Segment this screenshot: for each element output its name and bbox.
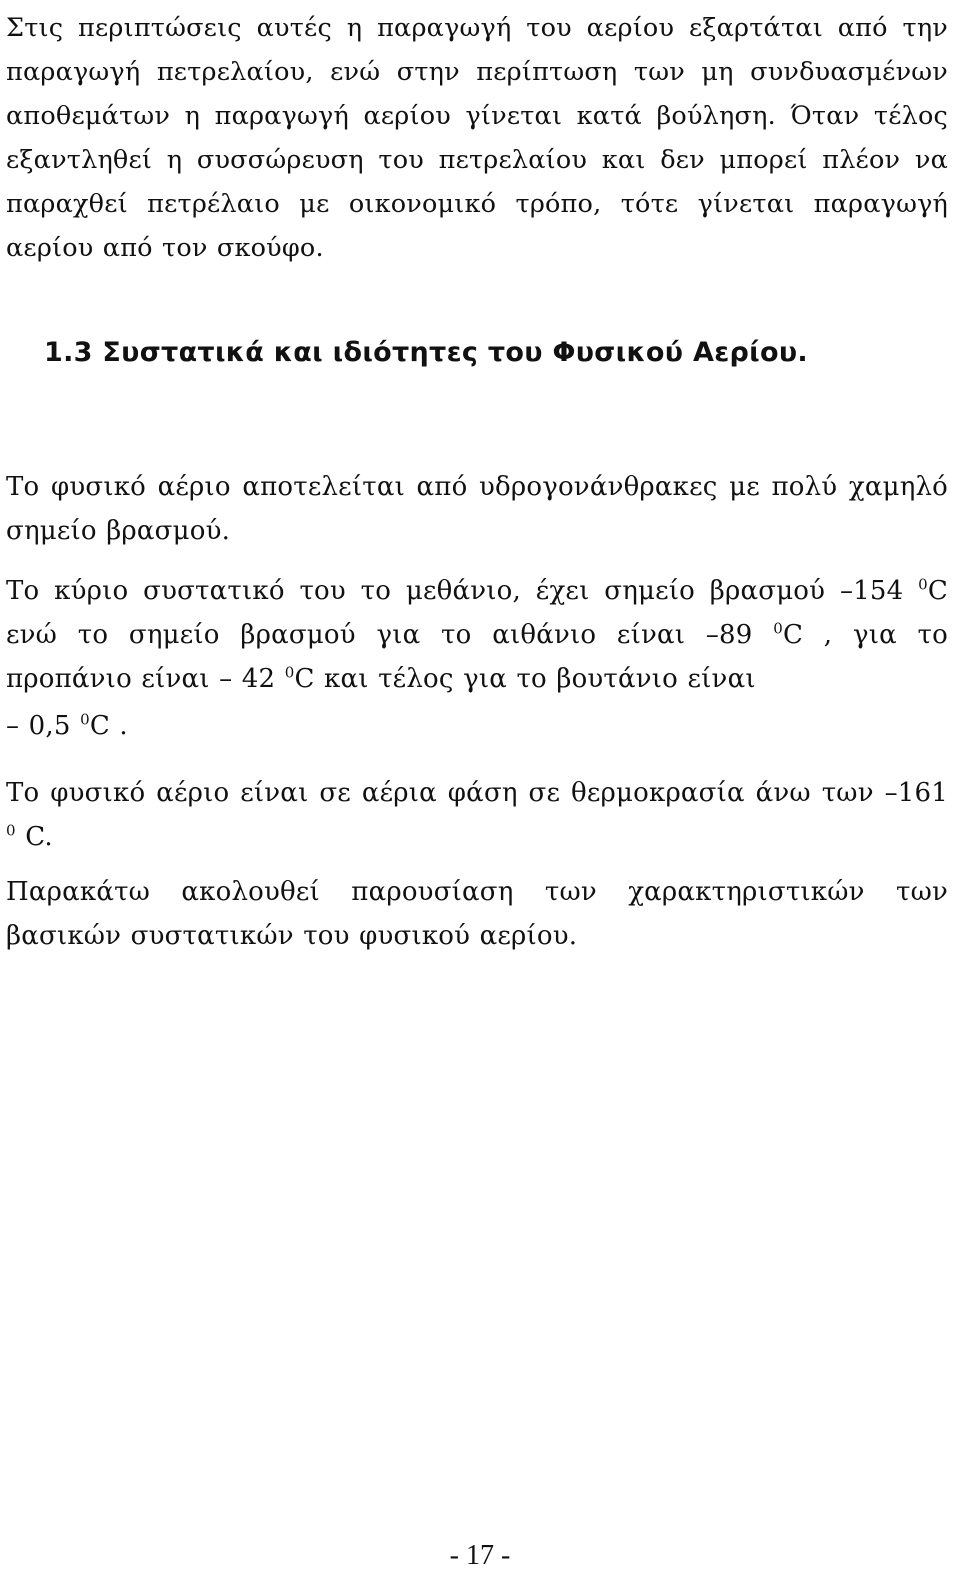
gas-phase-paragraph bbox=[6, 771, 948, 859]
composition-paragraph: Το φυσικό αέριο αποτελείται από υδρογονάνθρακες με πολύ χαμηλό σημείο βρασμού. bbox=[6, 472, 948, 546]
degree-superscript: 0 bbox=[773, 619, 783, 638]
methane-text-3: C , για το προπάνιο είναι – 42 bbox=[6, 620, 948, 694]
butane-text-1: – 0,5 bbox=[6, 711, 81, 741]
methane-text-2: C ενώ το σημείο βρασμού για το αιθάνιο είναι –89 bbox=[6, 576, 948, 650]
methane-text-1: Το κύριο συστατικό του το μεθάνιο, έχει σημείο βρασμού –154 bbox=[6, 576, 919, 606]
methane-paragraph bbox=[6, 569, 948, 701]
gas-phase-text-1: Το φυσικό αέριο είναι σε αέρια φάση σε θερμοκρασία άνω των –161 bbox=[6, 778, 948, 808]
methane-text-4: C και τέλος για το βουτάνιο είναι bbox=[294, 664, 756, 694]
butane-text-2: C . bbox=[89, 711, 128, 741]
document-page bbox=[6, 6, 948, 951]
intro-paragraph: Στις περιπτώσεις αυτές η παραγωγή του αερίου εξαρτάται από την παραγωγή πετρελαίου, ενώ στην περίπτωση των μη συνδυασμένων αποθεμάτων η παραγωγή αερίου γίνεται κατά βούληση. Όταν τέλος εξαντληθεί η συσσώρευση του πετρελαίου και δεν μπορεί πλέον να παραχθεί πετρέλαιο με οικονομικό τρόπο, τότε γίνεται παραγωγή αερίου από τον σκούφο. bbox=[6, 13, 948, 263]
degree-superscript: 0 bbox=[80, 710, 90, 729]
degree-superscript: 0 bbox=[918, 575, 928, 594]
degree-superscript: 0 bbox=[284, 663, 295, 682]
gas-phase-text-2: C. bbox=[15, 822, 53, 852]
section-heading: 1.3 Συστατικά και ιδιότητες του Φυσικού Αερίου. bbox=[44, 337, 808, 368]
butane-paragraph bbox=[6, 704, 948, 748]
page-number: - 17 - bbox=[449, 1540, 511, 1571]
degree-superscript: 0 bbox=[6, 821, 16, 840]
following-paragraph: Παρακάτω ακολουθεί παρουσίαση των χαρακτηριστικών των βασικών συστατικών του φυσικού αερίου. bbox=[6, 877, 948, 951]
